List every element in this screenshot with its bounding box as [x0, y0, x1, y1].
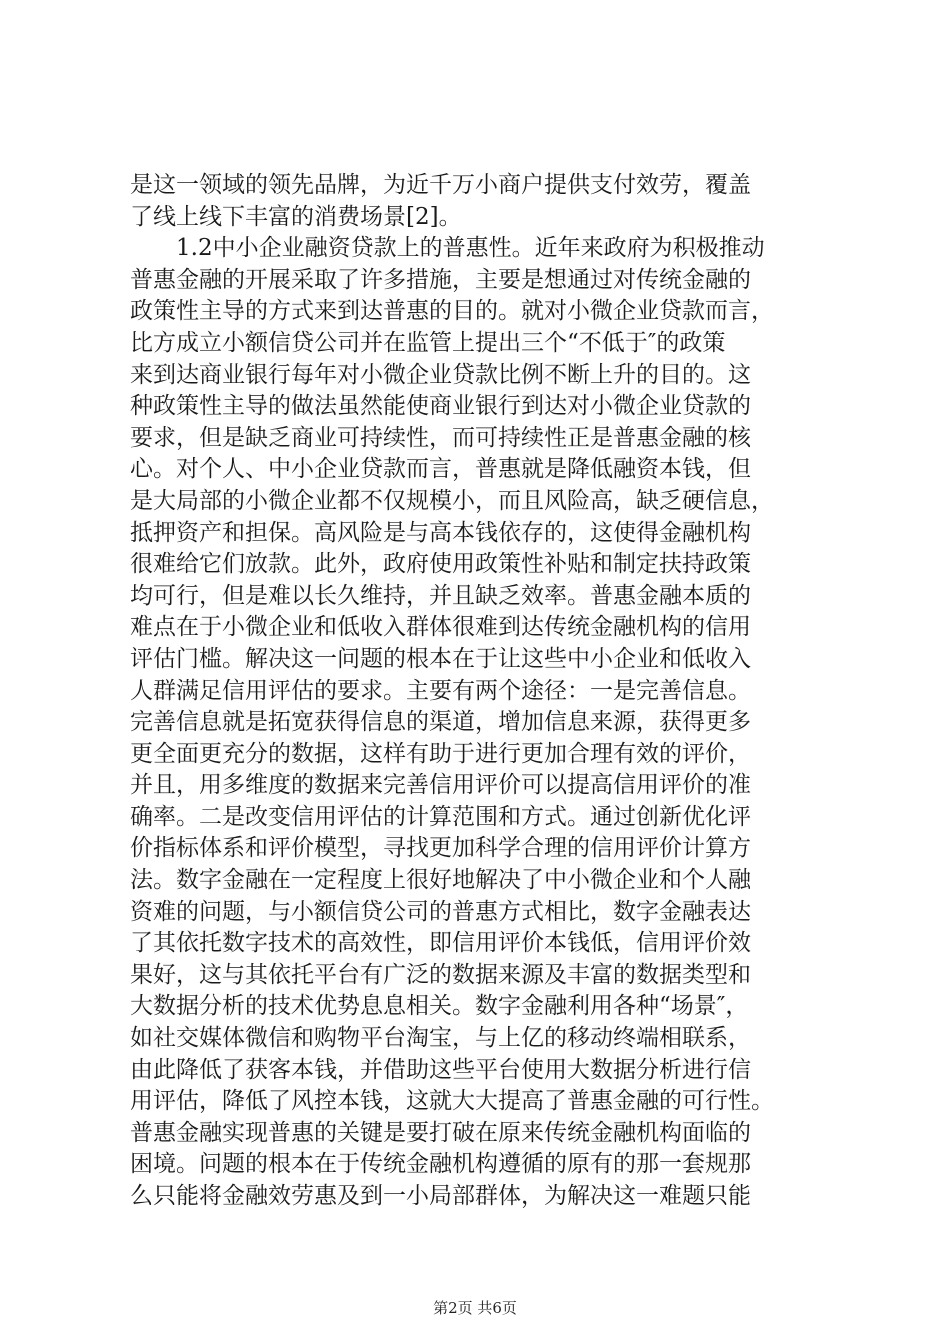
- text-line: 心。对个人、中小企业贷款而言，普惠就是降低融资本钱，但: [130, 456, 751, 483]
- text-line: 种政策性主导的做法虽然能使商业银行到达对小微企业贷款的: [130, 393, 751, 420]
- text-line: 均可行，但是难以长久维持，并且缺乏效率。普惠金融本质的: [130, 582, 751, 609]
- text-line: 普惠金融实现普惠的关键是要打破在原来传统金融机构面临的: [130, 1119, 751, 1146]
- text-line: 难点在于小微企业和低收入群体很难到达传统金融机构的信用: [130, 614, 751, 641]
- text-line: 了其依托数字技术的高效性，即信用评价本钱低，信用评价效: [130, 930, 751, 957]
- text-line: 困境。问题的根本在于传统金融机构遵循的原有的那一套规那: [130, 1151, 751, 1178]
- text-line: 如社交媒体微信和购物平台淘宝，与上亿的移动终端相联系，: [130, 1025, 751, 1052]
- text-line: 人群满足信用评估的要求。主要有两个途径：一是完善信息。: [130, 677, 751, 704]
- text-line: 更全面更充分的数据，这样有助于进行更加合理有效的评价，: [130, 740, 751, 767]
- text-line: 抵押资产和担保。高风险是与高本钱依存的，这使得金融机构: [130, 519, 751, 546]
- text-line: 用评估，降低了风控本钱，这就大大提高了普惠金融的可行性。: [130, 1088, 774, 1115]
- text-line: 由此降低了获客本钱，并借助这些平台使用大数据分析进行信: [130, 1056, 751, 1083]
- text-line: 价指标体系和评价模型，寻找更加科学合理的信用评价计算方: [130, 835, 751, 862]
- text-line: 果好，这与其依托平台有广泛的数据来源及丰富的数据类型和: [130, 961, 751, 988]
- text-line: 比方成立小额信贷公司并在监管上提出三个“不低于″的政策: [130, 329, 726, 356]
- text-line: 是这一领域的领先品牌，为近千万小商户提供支付效劳，覆盖: [130, 172, 751, 198]
- text-line: 确率。二是改变信用评估的计算范围和方式。通过创新优化评: [130, 803, 751, 830]
- text-line: 大数据分析的技术优势息息相关。数字金融利用各种“场景″，: [130, 993, 749, 1020]
- body-text: [130, 170, 830, 1213]
- text-line: 很难给它们放款。此外，政府使用政策性补贴和制定扶持政策: [130, 551, 751, 578]
- text-line: 么只能将金融效劳惠及到一小局部群体，为解决这一难题只能: [130, 1183, 751, 1209]
- text-line: 要求，但是缺乏商业可持续性，而可持续性正是普惠金融的核: [130, 424, 751, 451]
- text-line: 政策性主导的方式来到达普惠的目的。就对小微企业贷款而言，: [130, 298, 774, 325]
- text-line: 1.2中小企业融资贷款上的普惠性。近年来政府为积极推动: [130, 235, 765, 262]
- text-line: 了线上线下丰富的消费场景[2]。: [130, 203, 462, 230]
- text-line: 法。数字金融在一定程度上很好地解决了中小微企业和个人融: [130, 867, 751, 894]
- text-line: 来到达商业银行每年对小微企业贷款比例不断上升的目的。这: [130, 361, 751, 388]
- text-line: 是大局部的小微企业都不仅规模小，而且风险高，缺乏硬信息，: [130, 487, 774, 514]
- text-line: 并且，用多维度的数据来完善信用评价可以提高信用评价的准: [130, 772, 751, 799]
- text-line: 评估门槛。解决这一问题的根本在于让这些中小企业和低收入: [130, 645, 751, 672]
- text-line: 完善信息就是拓宽获得信息的渠道，增加信息来源，获得更多: [130, 709, 751, 736]
- text-line: 资难的问题，与小额信贷公司的普惠方式相比，数字金融表达: [130, 898, 751, 925]
- text-line: 普惠金融的开展采取了许多措施，主要是想通过对传统金融的: [130, 266, 751, 293]
- page-footer: 第2页 共6页: [433, 1299, 517, 1317]
